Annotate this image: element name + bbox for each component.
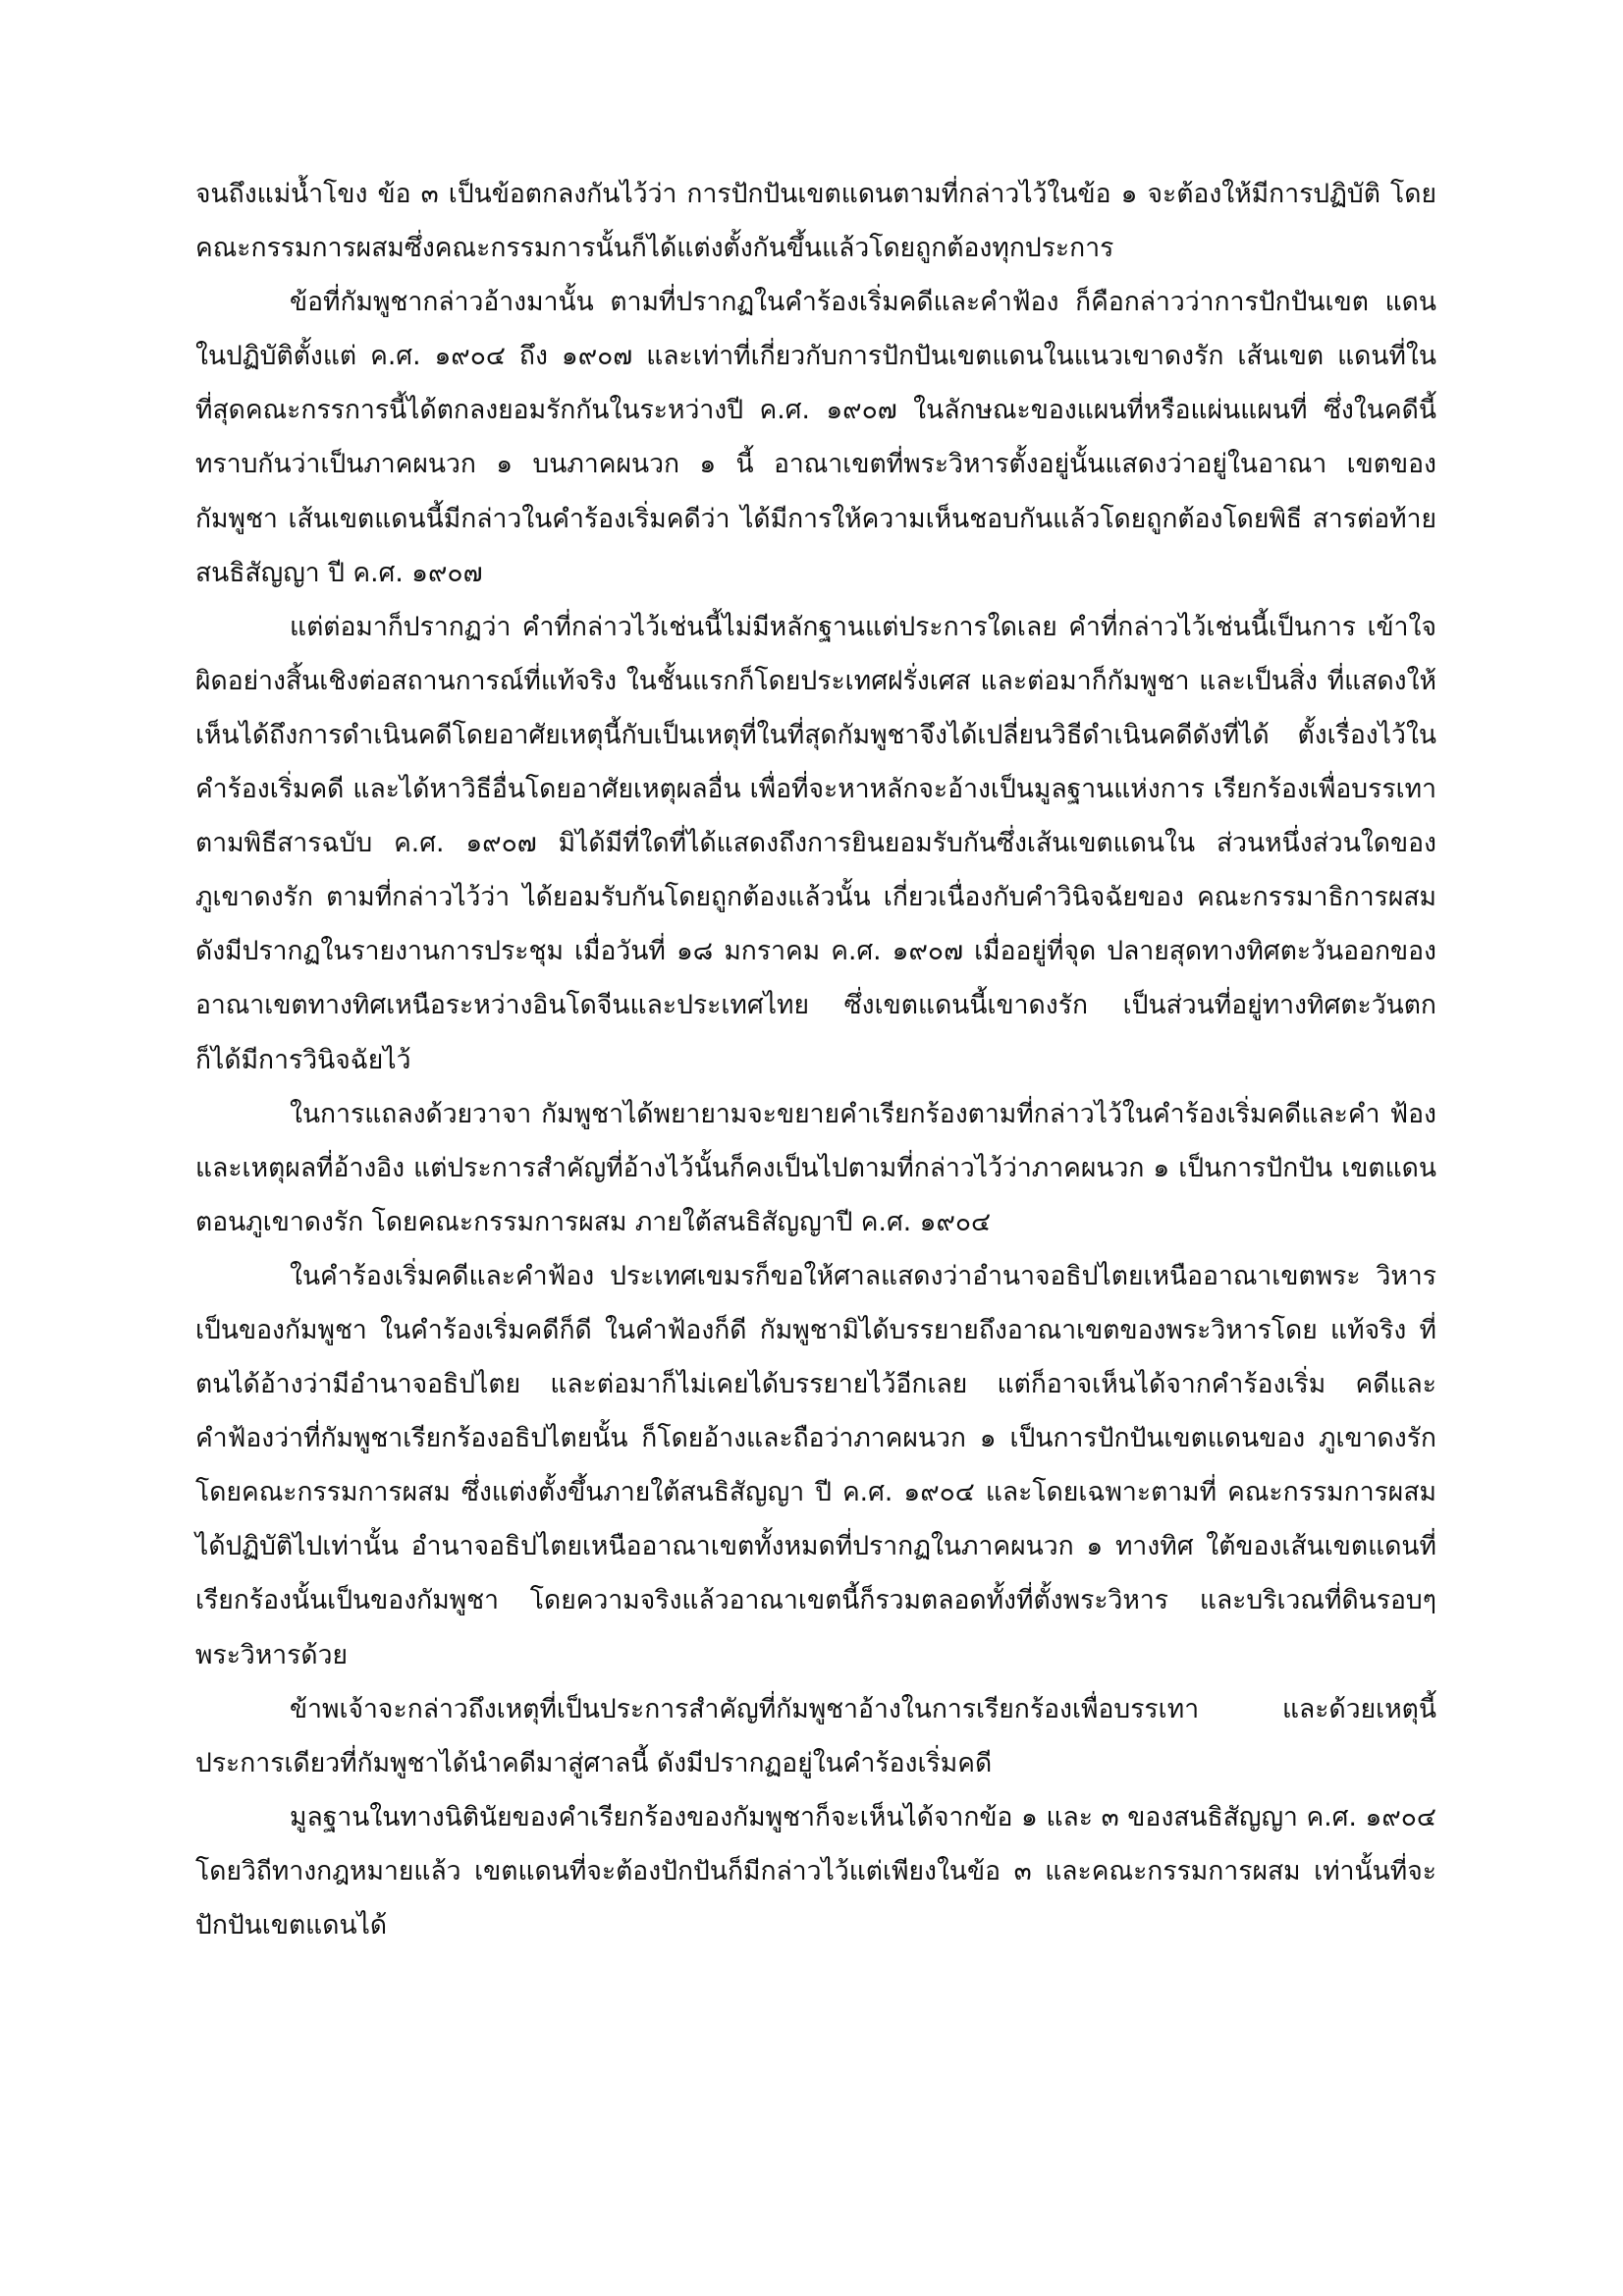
paragraph-line: ตั้งเรื่องไว้ในคำร้องเริ่มคดี และได้หาวิธีอื่นโดยอาศัยเหตุผลอื่น เพื่อที่จะหาหลักจะอ้างเป็นมูลฐานแห่งการ	[195, 719, 1436, 805]
paragraph-line: ในคำร้องเริ่มคดีและคำฟ้อง ประเทศเขมรก็ขอให้ศาลแสดงว่าอำนาจอธิปไตยเหนืออาณาเขตพระ	[290, 1260, 1361, 1291]
paragraph-4	[195, 1087, 1436, 1249]
paragraph-5	[195, 1249, 1436, 1682]
paragraph-line: เขตแดนตอนภูเขาดงรัก โดยคณะกรรมการผสม ภายใต้สนธิสัญญาปี ค.ศ. ๑๙๐๔	[195, 1152, 1436, 1237]
paragraph-line: ข้าพเจ้าจะกล่าวถึงเหตุที่เป็นประการสำคัญที่กัมพูชาอ้างในการเรียกร้องเพื่อบรรเทา และด้วยเหตุนี้	[290, 1693, 1436, 1724]
paragraph-line: แดนที่ในที่สุดคณะกรรการนี้ได้ตกลงยอมรักกันในระหว่างปี ค.ศ. ๑๙๐๗ ในลักษณะของแผนที่หรือแผ่นแผนที่	[195, 341, 1436, 426]
paragraph-line: ประการเดียวที่กัมพูชาได้นำคดีมาสู่ศาลนี้ ดังมีปรากฏอยู่ในคำร้องเริ่มคดี	[195, 1747, 993, 1778]
paragraph-line: ส่วนหนึ่งส่วนใดของภูเขาดงรัก ตามที่กล่าวไว้ว่า ได้ยอมรับกันโดยถูกต้องแล้วนั้น เกี่ยวเนื่องกับคำวินิจฉัยของ	[195, 828, 1436, 913]
paragraph-line: แต่ต่อมาก็ปรากฏว่า คำที่กล่าวไว้เช่นนี้ไม่มีหลักฐานแต่ประการใดเลย คำที่กล่าวไว้เช่นนี้เป็นการ	[290, 611, 1356, 642]
paragraph-2	[195, 275, 1436, 600]
paragraph-line: โดยคณะกรรมการผสมซึ่งคณะกรรมการนั้นก็ได้แต่งตั้งกันขึ้นแล้วโดยถูกต้องทุกประการ	[195, 179, 1436, 264]
paragraph-line: คณะกรรมการผสมได้ปฏิบัติไปเท่านั้น อำนาจอธิปไตยเหนืออาณาเขตทั้งหมดที่ปรากฏในภาคผนวก ๑ ทางทิศ	[195, 1477, 1436, 1562]
paragraph-line: ฟ้อง และเหตุผลที่อ้างอิง แต่ประการสำคัญที่อ้างไว้นั้นก็คงเป็นไปตามที่กล่าวไว้ว่าภาคผนวก ๑ เป็นการปักปัน	[195, 1098, 1436, 1183]
paragraph-line: และบริเวณที่ดินรอบๆ พระวิหารด้วย	[195, 1585, 1436, 1670]
paragraph-3	[195, 600, 1436, 1087]
paragraph-line: เข้าใจผิดอย่างสิ้นเชิงต่อสถานการณ์ที่แท้จริง ในชั้นแรกก็โดยประเทศฝรั่งเศส และต่อมาก็กัมพูชา และเป็นสิ่ง	[195, 611, 1436, 696]
paragraph-line: สารต่อท้าย สนธิสัญญา ปี ค.ศ. ๑๙๐๗	[195, 503, 1436, 588]
paragraph-line: ในการแถลงด้วยวาจา กัมพูชาได้พยายามจะขยายคำเรียกร้องตามที่กล่าวไว้ในคำร้องเริ่มคดีและคำ	[290, 1098, 1380, 1129]
paragraph-line: ข้อที่กัมพูชากล่าวอ้างมานั้น ตามที่ปรากฏในคำร้องเริ่มคดีและคำฟ้อง ก็คือกล่าวว่าการปักปันเขต	[290, 287, 1369, 318]
paragraph-line: คดีและคำฟ้องว่าที่กัมพูชาเรียกร้องอธิปไตยนั้น ก็โดยอ้างและถือว่าภาคผนวก ๑ เป็นการปักปันเขตแดนของ	[195, 1369, 1436, 1454]
paragraph-line: จนถึงแม่น้ำโขง ข้อ ๓ เป็นข้อตกลงกันไว้ว่า การปักปันเขตแดนตามที่กล่าวไว้ในข้อ ๑ จะต้องให้มีการปฏิบัติ	[195, 179, 1380, 209]
paragraph-line: ที่แสดงให้เห็นได้ถึงการดำเนินคดีโดยอาศัยเหตุนี้กับเป็นเหตุที่ในที่สุดกัมพูชาจึงได้เปลี่ยนวิธีดำเนินคดีดังที่ได้	[195, 665, 1436, 750]
paragraph-line: วิหารเป็นของกัมพูชา ในคำร้องเริ่มคดีก็ดี ในคำฟ้องก็ดี กัมพูชามิได้บรรยายถึงอาณาเขตของพระวิหารโดย	[195, 1260, 1436, 1345]
paragraph-line: เท่านั้นที่จะปักปันเขตแดนได้	[195, 1855, 1436, 1941]
paragraph-line: ปลายสุดทางทิศตะวันออกของอาณาเขตทางทิศเหนือระหว่างอินโดจีนและประเทศไทย ซึ่งเขตแดนนี้เขาดงรัก	[195, 936, 1436, 1021]
paragraph-line: เขตของกัมพูชา เส้นเขตแดนนี้มีกล่าวในคำร้องเริ่มคดีว่า ได้มีการให้ความเห็นชอบกันแล้วโดยถูกต้องโดยพิธี	[195, 449, 1436, 534]
paragraph-line: มูลฐานในทางนิตินัยของคำเรียกร้องของกัมพูชาก็จะเห็นได้จากข้อ ๑ และ ๓ ของสนธิสัญญา ค.ศ.	[290, 1801, 1357, 1832]
paragraph-1	[195, 167, 1436, 275]
paragraph-line: ใต้ของเส้นเขตแดนที่เรียกร้องนั้นเป็นของกัมพูชา โดยความจริงแล้วอาณาเขตนี้ก็รวมตลอดทั้งที่ตั้งพระวิหาร	[195, 1531, 1436, 1616]
document-page	[195, 167, 1436, 1952]
paragraph-line: เป็นส่วนที่อยู่ทางทิศตะวันตก ก็ได้มีการวินิจฉัยไว้	[195, 990, 1436, 1075]
paragraph-6	[195, 1682, 1436, 1790]
paragraph-line: คณะกรรมาธิการผสม ดังมีปรากฏในรายงานการประชุม เมื่อวันที่ ๑๘ มกราคม ค.ศ. ๑๙๐๗ เมื่ออยู่ที่จุด	[195, 882, 1436, 967]
paragraph-line: เรียกร้องเพื่อบรรเทาตามพิธีสารฉบับ ค.ศ. ๑๙๐๗ มิได้มีที่ใดที่ได้แสดงถึงการยินยอมรับกันซึ่งเส้นเขตแดนใน	[195, 774, 1436, 859]
paragraph-line: ๑๙๐๔ โดยวิถีทางกฎหมายแล้ว เขตแดนที่จะต้องปักปันก็มีกล่าวไว้แต่เพียงในข้อ ๓ และคณะกรรมการผสม	[195, 1801, 1436, 1886]
paragraph-line: แดนในปฏิบัติตั้งแต่ ค.ศ. ๑๙๐๔ ถึง ๑๙๐๗ และเท่าที่เกี่ยวกับการปักปันเขตแดนในแนวเขาดงรัก เส้นเขต	[195, 287, 1436, 372]
paragraph-line: ซึ่งในคดีนี้ทราบกันว่าเป็นภาคผนวก ๑ บนภาคผนวก ๑ นี้ อาณาเขตที่พระวิหารตั้งอยู่นั้นแสดงว่าอยู่ในอาณา	[195, 395, 1436, 480]
paragraph-line: ภูเขาดงรักโดยคณะกรรมการผสม ซึ่งแต่งตั้งขึ้นภายใต้สนธิสัญญา ปี ค.ศ. ๑๙๐๔ และโดยเฉพาะตามที่	[195, 1423, 1436, 1508]
paragraph-line: แท้จริง ที่ตนได้อ้างว่ามีอำนาจอธิปไตย และต่อมาก็ไม่เคยได้บรรยายไว้อีกเลย แต่ก็อาจเห็นได้จากคำร้องเริ่ม	[195, 1314, 1436, 1400]
paragraph-7	[195, 1790, 1436, 1952]
